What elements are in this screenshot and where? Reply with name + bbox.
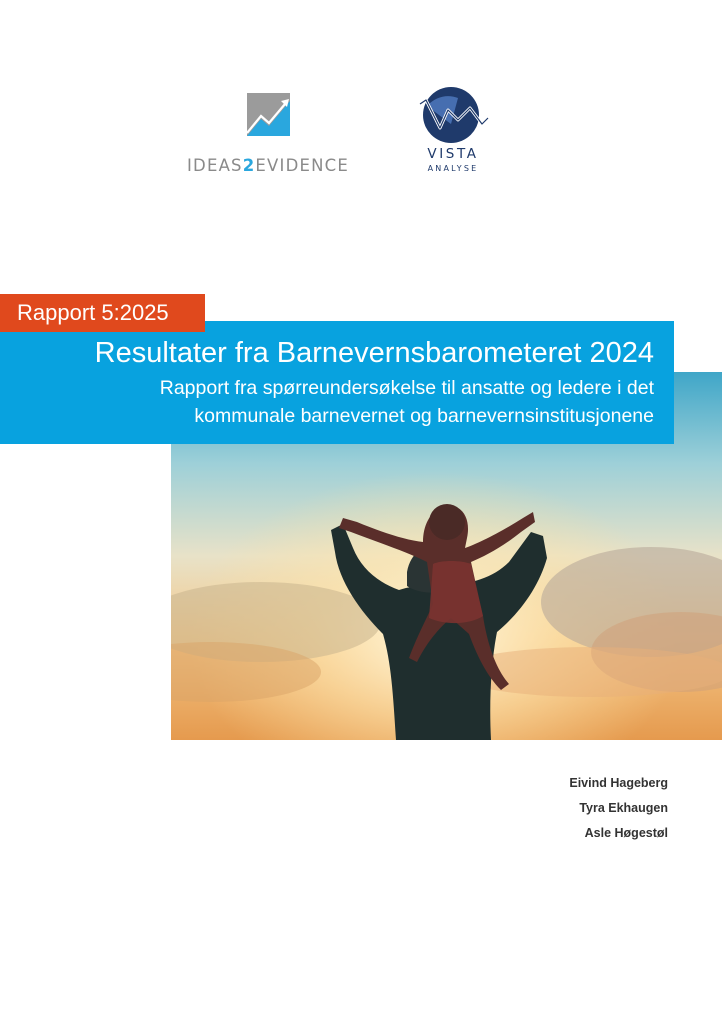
ideas2evidence-wordmark: IDEAS2EVIDENCE: [186, 156, 350, 175]
author-name: Eivind Hageberg: [569, 776, 668, 790]
author-list: [569, 771, 668, 846]
author-name: Asle Høgestøl: [584, 826, 668, 840]
report-subtitle-line2: kommunale barnevernet og barnevernsinstitusjonene: [194, 405, 654, 427]
vista-wordmark: VISTA: [427, 146, 479, 162]
report-title: Resultater fra Barnevernsbarometeret 2024: [94, 337, 654, 369]
analyse-wordmark: ANALYSE: [427, 164, 479, 173]
vista-globe-icon: [418, 84, 490, 144]
rising-graph-icon: [247, 93, 290, 136]
report-number-label: Rapport 5:2025: [0, 294, 205, 332]
vista-analyse-logo: [414, 84, 492, 176]
report-subtitle-line1: Rapport fra spørreundersøkelse til ansatte og ledere i det: [159, 377, 654, 399]
author-name: Tyra Ekhaugen: [579, 801, 668, 815]
ideas2evidence-logo: [186, 93, 350, 183]
title-banner: [0, 321, 674, 444]
